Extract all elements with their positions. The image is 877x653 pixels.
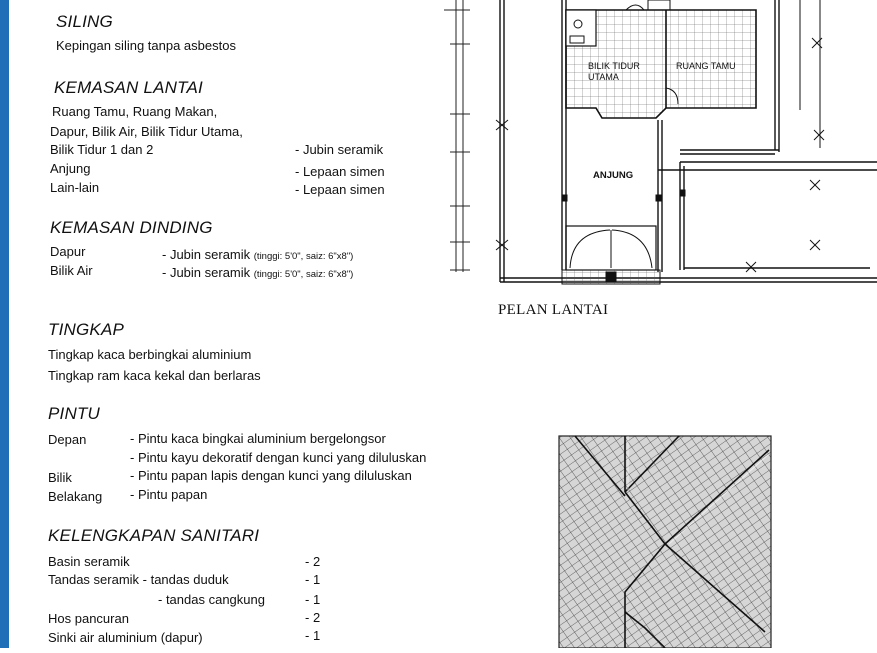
floor-plan-caption: PELAN LANTAI	[498, 302, 609, 318]
dinding-row-finish: - Jubin seramik	[162, 247, 251, 262]
heading-tingkap: TINGKAP	[48, 320, 125, 339]
entrance-doors	[562, 190, 685, 284]
lantai-row-value: - Lepaan simen	[295, 182, 385, 197]
pintu-row-label: Depan	[48, 432, 87, 447]
sanitari-row-label: - tandas cangkung	[158, 592, 265, 607]
heading-kelengkapan-sanitari: KELENGKAPAN SANITARI	[48, 526, 260, 545]
roof-plan-drawing	[555, 432, 777, 648]
sanitari-row-qty: - 2	[305, 554, 321, 569]
dinding-row-label: Dapur	[50, 244, 86, 259]
tingkap-line: Tingkap ram kaca kekal dan berlaras	[48, 368, 261, 383]
pintu-row-value: - Pintu kayu dekoratif dengan kunci yang diluluskan	[130, 450, 427, 465]
pintu-row-label: Bilik	[48, 470, 72, 485]
heading-siling: SILING	[56, 12, 113, 31]
floor-plan-svg	[430, 0, 877, 320]
lantai-row-label: Dapur, Bilik Air, Bilik Tidur Utama,	[50, 124, 243, 139]
sanitari-row-label: Tandas seramik - tandas duduk	[48, 572, 229, 587]
roof-plan-svg	[555, 432, 777, 648]
heading-kemasan-dinding: KEMASAN DINDING	[50, 218, 213, 237]
dinding-row-value	[162, 265, 353, 283]
lantai-row-label: Ruang Tamu, Ruang Makan,	[52, 104, 218, 119]
pintu-row-value: - Pintu kaca bingkai aluminium bergelongsor	[130, 431, 386, 446]
lantai-row-label: Anjung	[50, 161, 91, 176]
dinding-row-value	[162, 247, 353, 265]
floor-plan-drawing	[430, 0, 877, 320]
dinding-row-note: (tinggi: 5'0", saiz: 6"x8")	[253, 269, 354, 280]
heading-kemasan-lantai: KEMASAN LANTAI	[54, 78, 203, 97]
room-label-bilik-tidur: BILIK TIDUR	[588, 61, 640, 71]
siling-text: Kepingan siling tanpa asbestos	[56, 38, 236, 53]
left-dimension-line	[444, 0, 470, 272]
lantai-row-value: - Jubin seramik	[295, 142, 384, 157]
dinding-row-note: (tinggi: 5'0", saiz: 6"x8")	[253, 251, 354, 262]
lantai-row-value: - Lepaan simen	[295, 164, 385, 179]
sanitari-row-qty: - 2	[305, 610, 321, 625]
lantai-row-label: Bilik Tidur 1 dan 2	[50, 142, 154, 157]
dinding-row-finish: - Jubin seramik	[162, 265, 251, 280]
heading-pintu: PINTU	[48, 404, 100, 423]
sanitari-row-label: Sinki air aluminium (dapur)	[48, 630, 203, 645]
room-label-utama: UTAMA	[588, 72, 619, 82]
tingkap-line: Tingkap kaca berbingkai aluminium	[48, 347, 252, 362]
pintu-row-value: - Pintu papan	[130, 487, 208, 502]
pintu-row-label: Belakang	[48, 489, 103, 504]
dinding-row-label: Bilik Air	[50, 263, 93, 278]
sanitari-row-qty: - 1	[305, 572, 321, 587]
sanitari-row-label: Hos pancuran	[48, 611, 129, 626]
sanitari-row-qty: - 1	[305, 592, 321, 607]
room-label-anjung: ANJUNG	[593, 170, 634, 181]
lantai-row-label: Lain-lain	[50, 180, 100, 195]
tiled-rooms	[566, 0, 756, 118]
pintu-row-value: - Pintu papan lapis dengan kunci yang diluluskan	[130, 468, 412, 483]
room-label-ruang-tamu: RUANG TAMU	[676, 61, 736, 71]
sanitari-row-label: Basin seramik	[48, 554, 130, 569]
sanitari-row-qty: - 1	[305, 628, 321, 643]
blue-page-edge	[0, 0, 9, 648]
